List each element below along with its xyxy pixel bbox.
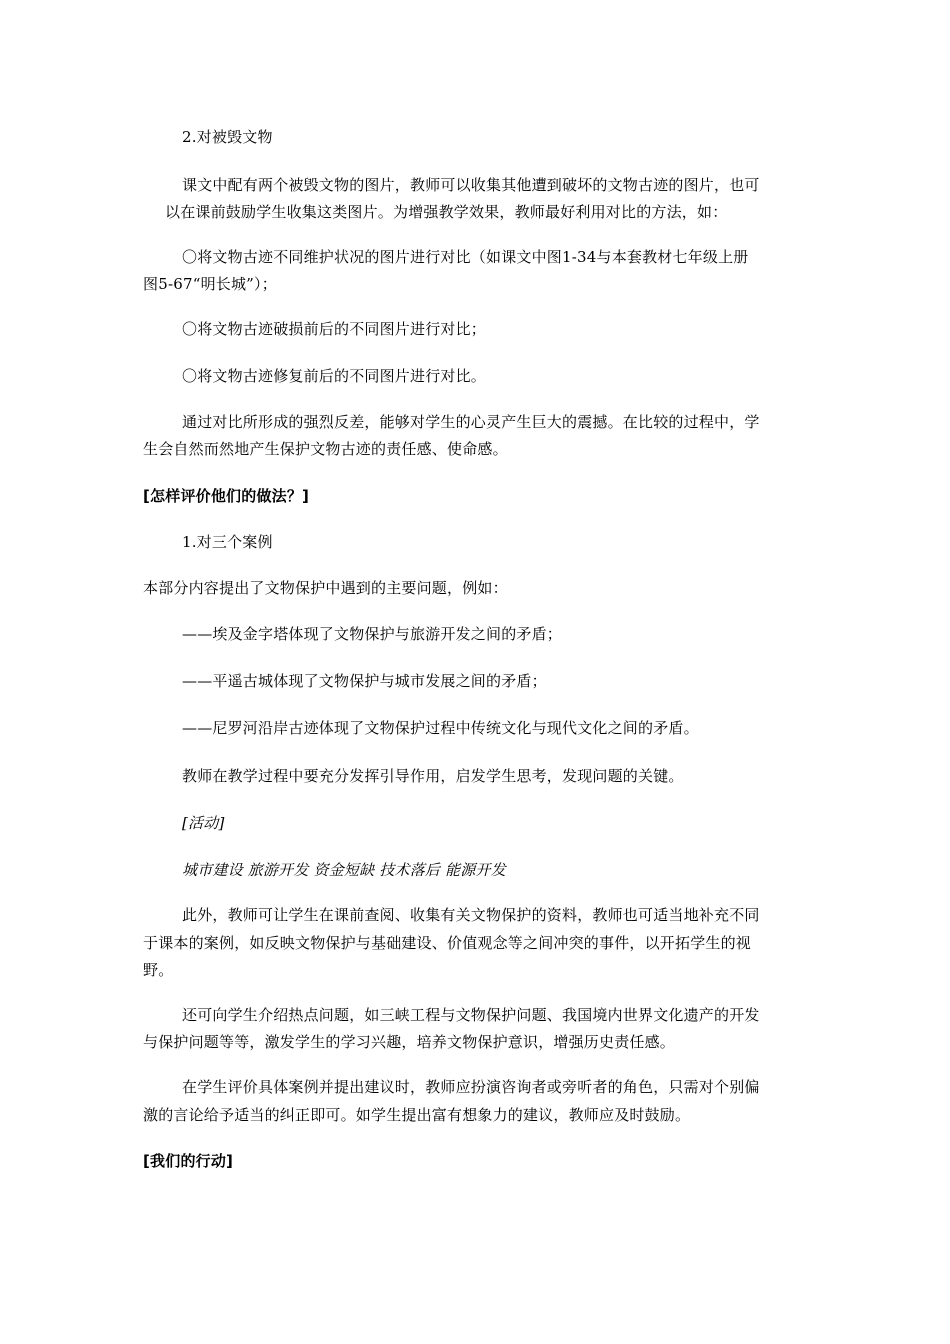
paragraph-line: 以在课前鼓励学生收集这类图片。为增强教学效果，教师最好利用对比的方法，如：	[165, 203, 728, 221]
paragraph-line: ——埃及金字塔体现了文物保护与旅游开发之间的矛盾；	[182, 625, 563, 643]
section-heading: [我们的行动]	[143, 1152, 234, 1170]
keyword-list: 城市建设 旅游开发 资金短缺 技术落后 能源开发	[182, 861, 506, 879]
list-item-heading: 1.对三个案例	[182, 533, 273, 551]
paragraph-line: 还可向学生介绍热点问题，如三峡工程与文物保护问题、我国境内世界文化遗产的开发	[182, 1006, 760, 1024]
section-heading: [怎样评价他们的做法？]	[143, 487, 310, 505]
paragraph-line: 教师在教学过程中要充分发挥引导作用，启发学生思考，发现问题的关键。	[182, 767, 684, 785]
paragraph-line: 课文中配有两个被毁文物的图片，教师可以收集其他遭到破坏的文物古迹的图片，也可	[182, 176, 760, 194]
paragraph-line: ——尼罗河沿岸古迹体现了文物保护过程中传统文化与现代文化之间的矛盾。	[182, 719, 699, 737]
paragraph-line: 〇将文物古迹修复前后的不同图片进行对比。	[182, 367, 487, 385]
paragraph-line: 激的言论给予适当的纠正即可。如学生提出富有想象力的建议，教师应及时鼓励。	[143, 1106, 691, 1124]
paragraph-line: 野。	[143, 961, 174, 979]
activity-label: [活动]	[182, 814, 225, 832]
paragraph-line: 此外，教师可让学生在课前查阅、收集有关文物保护的资料，教师也可适当地补充不同	[182, 906, 760, 924]
paragraph-line: 与保护问题等等，激发学生的学习兴趣，培养文物保护意识，增强历史责任感。	[143, 1033, 676, 1051]
paragraph-line: 生会自然而然地产生保护文物古迹的责任感、使命感。	[143, 440, 508, 458]
paragraph-line: 在学生评价具体案例并提出建议时，教师应扮演咨询者或旁听者的角色，只需对个别偏	[182, 1078, 760, 1096]
paragraph-line: ——平遥古城体现了文物保护与城市发展之间的矛盾；	[182, 672, 547, 690]
paragraph-line: 本部分内容提出了文物保护中遇到的主要问题，例如：	[143, 579, 508, 597]
paragraph-line: 于课本的案例，如反映文物保护与基础建设、价值观念等之间冲突的事件，以开拓学生的视	[143, 934, 752, 952]
paragraph-line: 通过对比所形成的强烈反差，能够对学生的心灵产生巨大的震撼。在比较的过程中，学	[182, 413, 760, 431]
paragraph-line: 图5-67“明长城”）；	[143, 275, 277, 293]
paragraph-line: 〇将文物古迹不同维护状况的图片进行对比（如课文中图1-34与本套教材七年级上册	[182, 248, 749, 266]
list-item-heading: 2.对被毁文物	[182, 128, 273, 146]
paragraph-line: 〇将文物古迹破损前后的不同图片进行对比；	[182, 320, 487, 338]
